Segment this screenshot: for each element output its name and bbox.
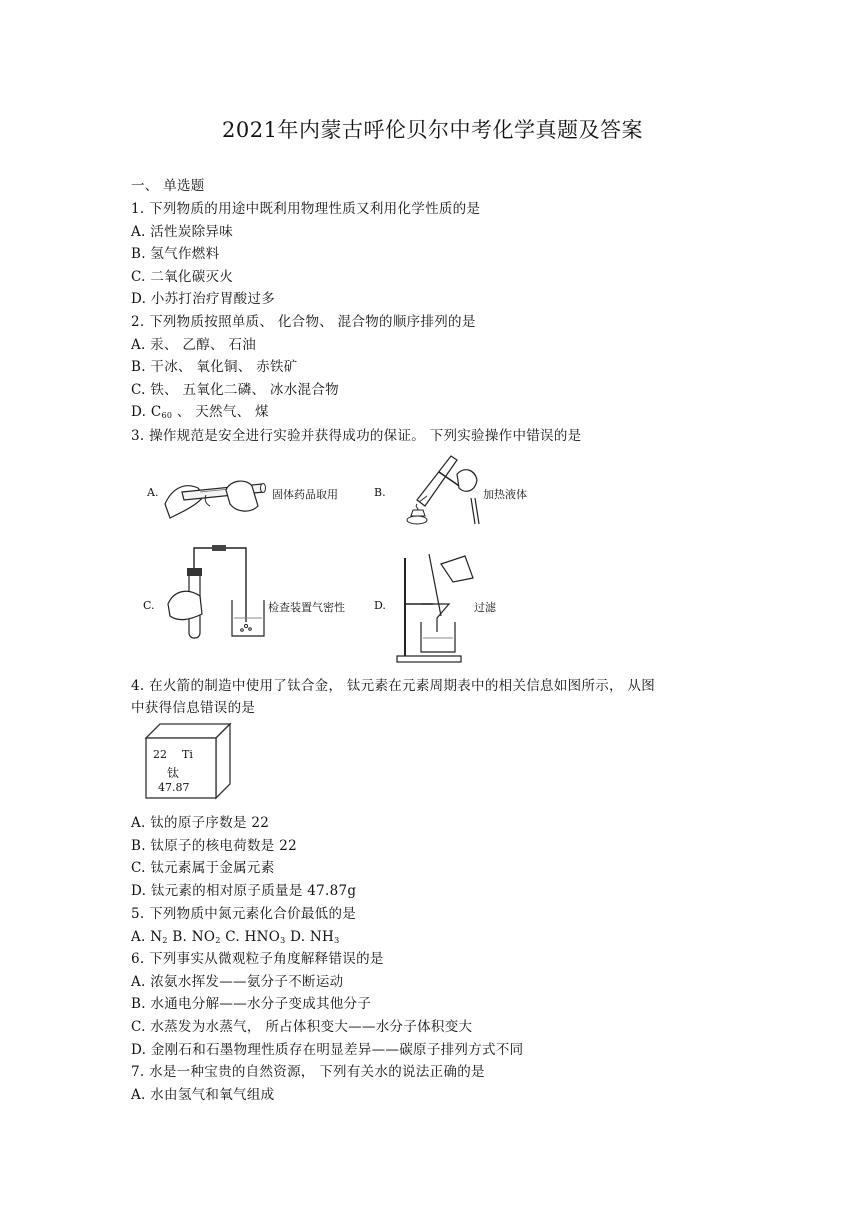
section-heading: 一、 单选题: [131, 178, 205, 194]
q1-option-a: A. 活性炭除异味: [131, 224, 234, 240]
q2-option-c: C. 铁、 五氧化二磷、 冰水混合物: [131, 382, 339, 398]
element-name: 钛: [167, 766, 180, 780]
q4-stem-line2: 中获得信息错误的是: [131, 700, 256, 716]
q4-option-a: A. 钛的原子序数是 22: [131, 815, 270, 831]
q2-option-d: D. $C_{60}$ 、 天然气、 煤: [131, 404, 269, 420]
element-symbol: Ti: [182, 748, 193, 761]
q4-option-b: B. 钛原子的核电荷数是 22: [131, 838, 297, 854]
q3-stem: 3. 操作规范是安全进行实验并获得成功的保证。 下列实验操作中错误的是: [131, 428, 582, 444]
q6-option-d: D. 金刚石和石墨物理性质存在明显差异——碳原子排列方式不同: [131, 1042, 524, 1058]
q1-option-d: D. 小苏打治疗胃酸过多: [131, 291, 276, 307]
q1-stem: 1. 下列物质的用途中既利用物理性质又利用化学性质的是: [131, 201, 481, 217]
q3-option-b-label: 加热液体: [483, 488, 527, 501]
q6-option-a: A. 浓氨水挥发——氨分子不断运动: [131, 974, 344, 990]
q3-option-c-label: 检查装置气密性: [268, 601, 345, 614]
q6-option-b: B. 水通电分解——水分子变成其他分子: [131, 996, 372, 1012]
page-title: 2021年内蒙古呼伦贝尔中考化学真题及答案: [222, 118, 643, 142]
q2-option-a: A. 汞、 乙醇、 石油: [131, 337, 257, 353]
element-atomic-number: 22: [153, 748, 167, 761]
q1-option-c: C. 二氧化碳灭火: [131, 269, 234, 285]
q7-stem: 7. 水是一种宝贵的自然资源， 下列有关水的说法正确的是: [131, 1064, 485, 1080]
q6-stem: 6. 下列事实从微观粒子角度解释错误的是: [131, 951, 384, 967]
q3-option-b-letter: B.: [374, 486, 386, 499]
q3-option-a-label: 固体药品取用: [272, 488, 338, 501]
q5-options: A. $N_2$ B. $NO_2$ C. $HNO_3$ D. $NH_3$: [131, 929, 340, 945]
q3-option-c-letter: C.: [143, 599, 155, 612]
q7-option-a: A. 水由氢气和氧气组成: [131, 1087, 275, 1103]
q3-option-d-label: 过滤: [474, 601, 496, 614]
q2-option-b: B. 干冰、 氧化铜、 赤铁矿: [131, 359, 298, 375]
q5-stem: 5. 下列物质中氮元素化合价最低的是: [131, 906, 357, 922]
airtightness-check-illustration: [160, 542, 270, 644]
element-atomic-mass: 47.87: [158, 781, 190, 794]
heating-liquid-illustration: [395, 452, 487, 532]
q4-option-c: C. 钛元素属于金属元素: [131, 860, 275, 876]
q4-stem-line1: 4. 在火箭的制造中使用了钛合金， 钛元素在元素周期表中的相关信息如图所示， 从图: [131, 678, 656, 694]
q3-option-a-letter: A.: [147, 486, 159, 499]
q6-option-c: C. 水蒸发为水蒸气， 所占体积变大——水分子体积变大: [131, 1019, 473, 1035]
q4-option-d: D. 钛元素的相对原子质量是 47.87g: [131, 883, 357, 899]
filtration-illustration: [393, 552, 477, 664]
q1-option-b: B. 氢气作燃料: [131, 246, 220, 262]
q3-option-d-letter: D.: [374, 599, 386, 612]
q2-stem: 2. 下列物质按照单质、 化合物、 混合物的顺序排列的是: [131, 314, 476, 330]
solid-reagent-illustration: [160, 466, 270, 526]
